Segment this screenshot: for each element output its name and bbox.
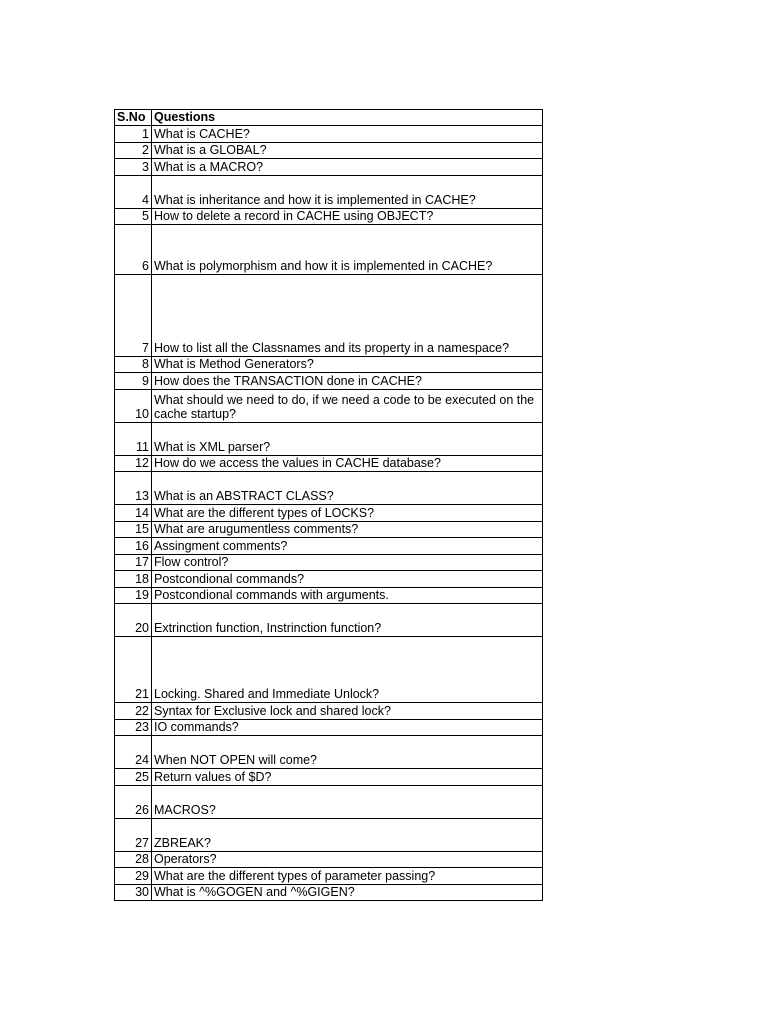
table-row [115, 818, 543, 851]
table-row [115, 587, 543, 604]
row-number-cell[interactable]: 16 [115, 538, 152, 555]
question-cell[interactable]: What are the different types of LOCKS? [152, 505, 543, 522]
table-row [115, 225, 543, 275]
table-row [115, 175, 543, 208]
question-cell[interactable]: Postcondional commands with arguments. [152, 587, 543, 604]
table-row [115, 703, 543, 720]
row-number-cell[interactable]: 25 [115, 769, 152, 786]
table-row [115, 126, 543, 143]
table-row [115, 736, 543, 769]
table-row [115, 159, 543, 176]
question-cell[interactable]: Postcondional commands? [152, 571, 543, 588]
table-row [115, 868, 543, 885]
question-cell[interactable]: What are arugumentless comments? [152, 521, 543, 538]
question-cell[interactable]: How do we access the values in CACHE database? [152, 455, 543, 472]
question-cell[interactable]: Return values of $D? [152, 769, 543, 786]
table-row [115, 142, 543, 159]
question-cell[interactable]: How to list all the Classnames and its property in a namespace? [152, 274, 543, 356]
table-row [115, 422, 543, 455]
question-cell[interactable]: What is CACHE? [152, 126, 543, 143]
question-cell[interactable]: Locking. Shared and Immediate Unlock? [152, 637, 543, 703]
question-cell[interactable]: MACROS? [152, 785, 543, 818]
table-row [115, 472, 543, 505]
question-cell[interactable]: What is XML parser? [152, 422, 543, 455]
header-sno[interactable]: S.No [115, 110, 152, 126]
question-cell[interactable]: What is a MACRO? [152, 159, 543, 176]
row-number-cell[interactable]: 15 [115, 521, 152, 538]
header-row [115, 110, 543, 126]
question-cell[interactable]: When NOT OPEN will come? [152, 736, 543, 769]
row-number-cell[interactable]: 27 [115, 818, 152, 851]
row-number-cell[interactable]: 2 [115, 142, 152, 159]
question-cell[interactable]: What is ^%GOGEN and ^%GIGEN? [152, 884, 543, 901]
row-number-cell[interactable]: 26 [115, 785, 152, 818]
table-row [115, 538, 543, 555]
row-number-cell[interactable]: 12 [115, 455, 152, 472]
question-cell[interactable]: Flow control? [152, 554, 543, 571]
question-cell[interactable]: Extrinction function, Instrinction function? [152, 604, 543, 637]
table-row [115, 373, 543, 390]
table-row [115, 554, 543, 571]
question-cell[interactable]: What is a GLOBAL? [152, 142, 543, 159]
row-number-cell[interactable]: 18 [115, 571, 152, 588]
row-number-cell[interactable]: 9 [115, 373, 152, 390]
table-row [115, 455, 543, 472]
row-number-cell[interactable]: 29 [115, 868, 152, 885]
question-cell[interactable]: How to delete a record in CACHE using OBJECT? [152, 208, 543, 225]
row-number-cell[interactable]: 6 [115, 225, 152, 275]
header-questions[interactable]: Questions [152, 110, 543, 126]
question-cell[interactable]: What is inheritance and how it is implemented in CACHE? [152, 175, 543, 208]
question-cell[interactable]: What is polymorphism and how it is implemented in CACHE? [152, 225, 543, 275]
table-row [115, 521, 543, 538]
row-number-cell[interactable]: 23 [115, 719, 152, 736]
row-number-cell[interactable]: 8 [115, 356, 152, 373]
row-number-cell[interactable]: 24 [115, 736, 152, 769]
row-number-cell[interactable]: 7 [115, 274, 152, 356]
table-row [115, 637, 543, 703]
row-number-cell[interactable]: 30 [115, 884, 152, 901]
row-number-cell[interactable]: 22 [115, 703, 152, 720]
table-row [115, 785, 543, 818]
table-row [115, 884, 543, 901]
row-number-cell[interactable]: 21 [115, 637, 152, 703]
row-number-cell[interactable]: 20 [115, 604, 152, 637]
question-cell[interactable]: How does the TRANSACTION done in CACHE? [152, 373, 543, 390]
question-cell[interactable]: What are the different types of parameter passing? [152, 868, 543, 885]
question-cell[interactable]: What is an ABSTRACT CLASS? [152, 472, 543, 505]
table-row [115, 208, 543, 225]
table-row [115, 505, 543, 522]
question-cell[interactable]: Syntax for Exclusive lock and shared lock? [152, 703, 543, 720]
table-body [115, 126, 543, 901]
question-cell[interactable]: IO commands? [152, 719, 543, 736]
question-cell[interactable]: ZBREAK? [152, 818, 543, 851]
row-number-cell[interactable]: 11 [115, 422, 152, 455]
table-row [115, 604, 543, 637]
table-row [115, 851, 543, 868]
table-row [115, 356, 543, 373]
row-number-cell[interactable]: 13 [115, 472, 152, 505]
table-row [115, 769, 543, 786]
row-number-cell[interactable]: 1 [115, 126, 152, 143]
question-cell[interactable]: What should we need to do, if we need a code to be executed on the cache startup? [152, 389, 543, 422]
question-cell[interactable]: Operators? [152, 851, 543, 868]
table-row [115, 274, 543, 356]
table-row [115, 389, 543, 422]
question-cell[interactable]: Assingment comments? [152, 538, 543, 555]
row-number-cell[interactable]: 3 [115, 159, 152, 176]
table-row [115, 571, 543, 588]
row-number-cell[interactable]: 4 [115, 175, 152, 208]
table-row [115, 719, 543, 736]
row-number-cell[interactable]: 19 [115, 587, 152, 604]
question-cell[interactable]: What is Method Generators? [152, 356, 543, 373]
row-number-cell[interactable]: 14 [115, 505, 152, 522]
row-number-cell[interactable]: 28 [115, 851, 152, 868]
row-number-cell[interactable]: 5 [115, 208, 152, 225]
questions-table [114, 109, 543, 901]
row-number-cell[interactable]: 17 [115, 554, 152, 571]
row-number-cell[interactable]: 10 [115, 389, 152, 422]
